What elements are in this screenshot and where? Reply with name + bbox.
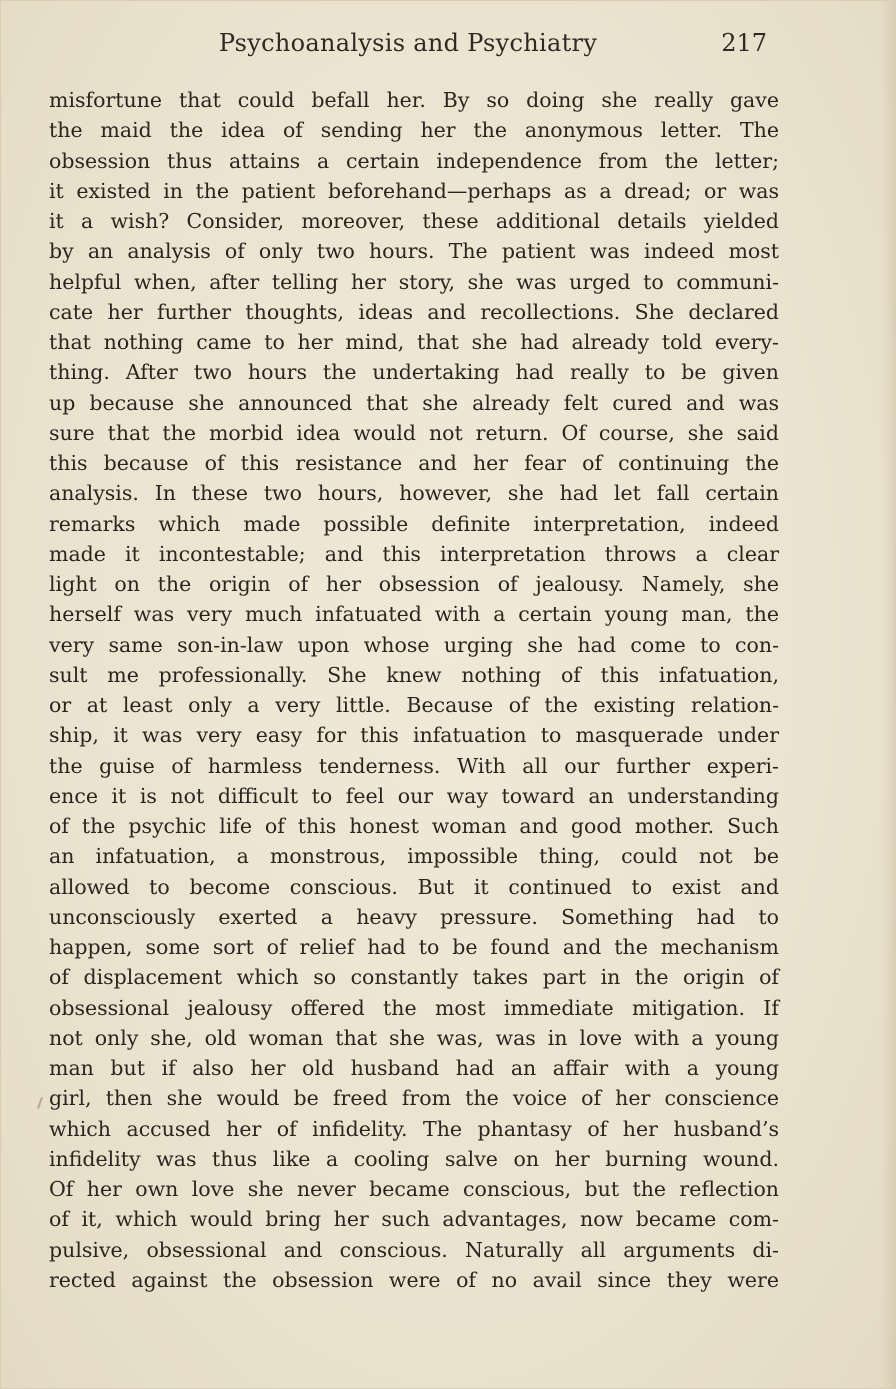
text-line: of the psychic life of this honest woman and good mother. Such <box>49 814 779 838</box>
page-edge-shadow <box>881 1 895 1388</box>
text-line: rected against the obsession were of no avail since they were <box>49 1267 779 1292</box>
text-line: this because of this resistance and her fear of continuing the <box>49 451 779 475</box>
running-title: Psychoanalysis and Psychiatry <box>218 29 598 57</box>
text-line: light on the origin of her obsession of jealousy. Namely, she <box>49 572 779 596</box>
text-line: thing. After two hours the undertaking had really to be given <box>49 360 779 385</box>
text-line: up because she announced that she already felt cured and was <box>49 390 779 415</box>
text-line: obsession thus attains a certain independence from the letter; <box>49 148 779 173</box>
body-text <box>49 85 779 1295</box>
text-line: sure that the morbid idea would not return. Of course, she said <box>49 420 779 445</box>
text-line: pulsive, obsessional and conscious. Naturally all arguments di- <box>49 1237 779 1262</box>
text-line: by an analysis of only two hours. The patient was indeed most <box>49 239 779 264</box>
text-line: analysis. In these two hours, however, she had let fall certain <box>49 481 779 506</box>
text-line: remarks which made possible definite interpretation, indeed <box>49 511 779 536</box>
text-line: ence it is not difficult to feel our way toward an understanding <box>49 783 779 808</box>
text-line: cate her further thoughts, ideas and recollections. She declared <box>49 299 779 324</box>
text-line: of displacement which so constantly takes part in the origin of <box>49 965 779 990</box>
pencil-mark <box>37 1097 43 1109</box>
text-line: or at least only a very little. Because of the existing relation- <box>49 693 779 717</box>
text-line: herself was very much infatuated with a certain young man, the <box>49 602 779 627</box>
text-line: of it, which would bring her such advantages, now became com- <box>49 1207 779 1232</box>
text-line: it existed in the patient beforehand—perhaps as a dread; or was <box>49 178 779 203</box>
text-line: misfortune that could befall her. By so doing she really gave <box>49 88 779 112</box>
text-line: infidelity was thus like a cooling salve on her burning wound. <box>49 1146 779 1171</box>
text-line: the guise of harmless tenderness. With all our further experi- <box>49 753 779 778</box>
text-line: obsessional jealousy offered the most immediate mitigation. If <box>49 995 779 1020</box>
text-line: unconsciously exerted a heavy pressure. Something had to <box>49 904 779 929</box>
text-line: not only she, old woman that she was, was in love with a young <box>49 1025 779 1050</box>
text-line: Of her own love she never became conscious, but the reflection <box>49 1177 779 1201</box>
running-head <box>49 29 767 63</box>
text-line: man but if also her old husband had an affair with a young <box>49 1056 779 1080</box>
text-line: happen, some sort of relief had to be found and the mechanism <box>49 935 779 959</box>
text-line: very same son-in-law upon whose urging she had come to con- <box>49 632 779 657</box>
text-line: it a wish? Consider, moreover, these additional details yielded <box>49 209 779 233</box>
text-line: girl, then she would be freed from the voice of her conscience <box>49 1086 779 1111</box>
text-line: allowed to become conscious. But it continued to exist and <box>49 874 779 899</box>
text-line: sult me professionally. She knew nothing of this infatuation, <box>49 662 779 687</box>
text-line: ship, it was very easy for this infatuation to masquerade under <box>49 723 779 748</box>
text-line: the maid the idea of sending her the anonymous letter. The <box>49 118 779 143</box>
page-number: 217 <box>721 29 767 57</box>
text-line: which accused her of infidelity. The phantasy of her husband’s <box>49 1116 779 1141</box>
text-line: made it incontestable; and this interpretation throws a clear <box>49 541 779 566</box>
text-line: that nothing came to her mind, that she had already told every- <box>49 330 779 354</box>
text-line: helpful when, after telling her story, she was urged to communi- <box>49 269 779 294</box>
text-line: an infatuation, a monstrous, impossible thing, could not be <box>49 844 779 869</box>
